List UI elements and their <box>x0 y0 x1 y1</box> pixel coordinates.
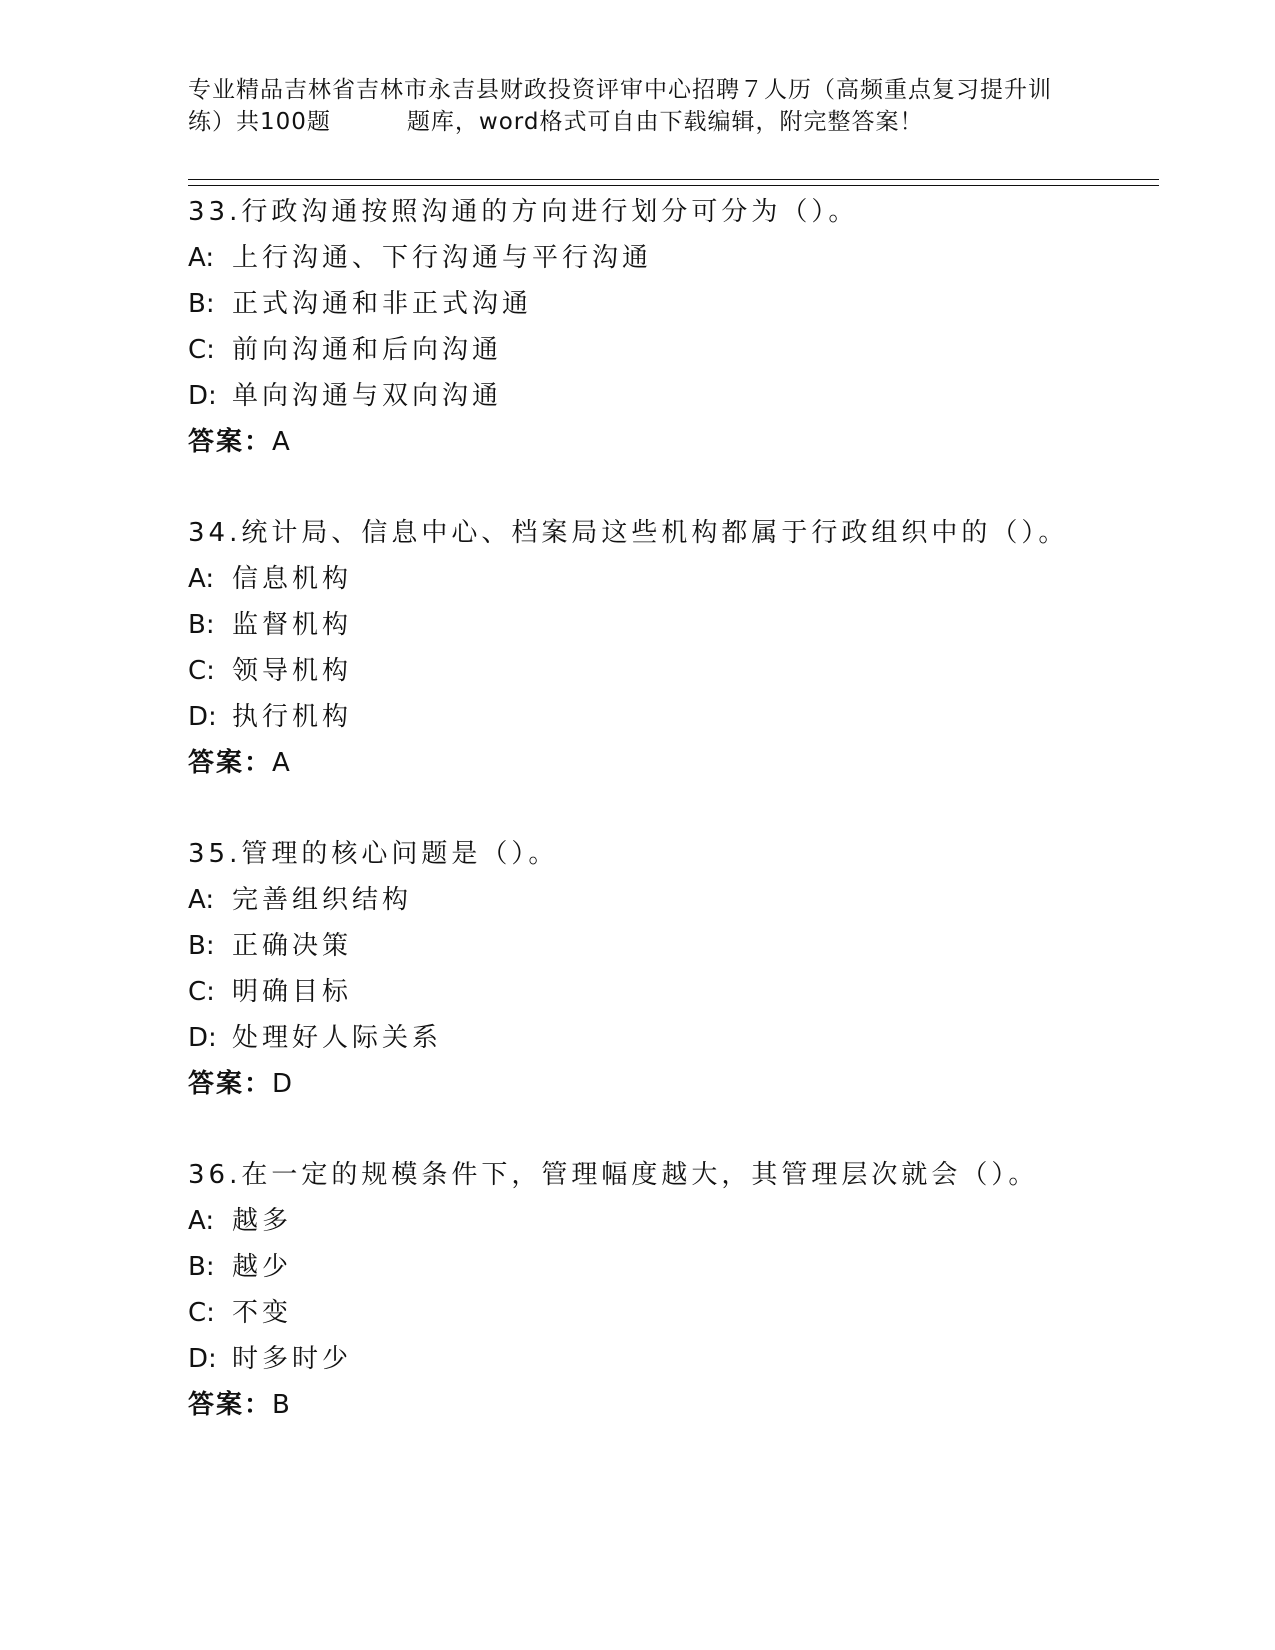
option-text: 监督机构 <box>232 610 353 640</box>
option-d <box>188 1015 1168 1061</box>
option-c <box>188 327 1168 373</box>
option-text: 前向沟通和后向沟通 <box>232 335 503 365</box>
option-b <box>188 1244 1168 1290</box>
option-a <box>188 1198 1168 1244</box>
option-text: 处理好人际关系 <box>232 1023 443 1053</box>
option-b <box>188 602 1168 648</box>
header-title-line-1: 专业精品吉林省吉林市永吉县财政投资评审中心招聘７人历（高频重点复习提升训 <box>188 77 1052 103</box>
answer-value: A <box>272 427 290 457</box>
option-text: 正式沟通和非正式沟通 <box>232 289 533 319</box>
option-text: 正确决策 <box>232 931 353 961</box>
option-d <box>188 694 1168 740</box>
option-letter: D: <box>188 381 217 411</box>
answer-value: B <box>272 1390 290 1420</box>
header-double-rule <box>188 179 1159 186</box>
answer-line <box>188 740 1168 786</box>
option-letter: D: <box>188 702 217 732</box>
answer-label: 答案： <box>188 748 273 778</box>
question-stem: 33.行政沟通按照沟通的方向进行划分可分为（）。 <box>188 197 859 227</box>
option-d <box>188 1336 1168 1382</box>
option-letter: A: <box>188 885 215 915</box>
option-d <box>188 373 1168 419</box>
option-text: 上行沟通、下行沟通与平行沟通 <box>232 243 653 273</box>
option-letter: C: <box>188 656 215 686</box>
option-text: 执行机构 <box>232 702 353 732</box>
option-letter: B: <box>188 610 215 640</box>
option-letter: A: <box>188 243 215 273</box>
option-text: 信息机构 <box>232 564 353 594</box>
option-letter: A: <box>188 1206 215 1236</box>
question-36 <box>188 1152 1168 1473</box>
option-a <box>188 556 1168 602</box>
option-c <box>188 969 1168 1015</box>
answer-line <box>188 1061 1168 1107</box>
question-list <box>188 189 1168 1473</box>
option-letter: D: <box>188 1344 217 1374</box>
answer-label: 答案： <box>188 1390 273 1420</box>
option-letter: C: <box>188 1298 215 1328</box>
option-b <box>188 923 1168 969</box>
question-34 <box>188 510 1168 831</box>
question-33 <box>188 189 1168 510</box>
header-title-line-2 <box>188 106 1088 138</box>
answer-line <box>188 419 1168 465</box>
option-a <box>188 877 1168 923</box>
option-c <box>188 1290 1168 1336</box>
answer-value: A <box>272 748 290 778</box>
option-a <box>188 235 1168 281</box>
option-text: 越少 <box>232 1252 293 1282</box>
option-letter: C: <box>188 335 215 365</box>
answer-value: D <box>272 1069 293 1099</box>
option-text: 越多 <box>232 1206 293 1236</box>
option-letter: B: <box>188 1252 215 1282</box>
option-text: 不变 <box>232 1298 293 1328</box>
option-letter: B: <box>188 289 215 319</box>
option-letter: C: <box>188 977 215 1007</box>
option-b <box>188 281 1168 327</box>
option-text: 明确目标 <box>232 977 353 1007</box>
question-35 <box>188 831 1168 1152</box>
option-c <box>188 648 1168 694</box>
answer-label: 答案： <box>188 427 273 457</box>
header-title-part-1: 练）共100题 <box>188 109 331 135</box>
option-letter: D: <box>188 1023 217 1053</box>
question-stem: 35.管理的核心问题是（）。 <box>188 839 559 869</box>
question-stem: 34.统计局、信息中心、档案局这些机构都属于行政组织中的（）。 <box>188 518 1069 548</box>
answer-label: 答案： <box>188 1069 273 1099</box>
option-text: 时多时少 <box>232 1344 353 1374</box>
option-text: 完善组织结构 <box>232 885 413 915</box>
question-stem: 36.在一定的规模条件下，管理幅度越大，其管理层次就会（）。 <box>188 1160 1039 1190</box>
option-text: 单向沟通与双向沟通 <box>232 381 503 411</box>
option-letter: A: <box>188 564 215 594</box>
option-letter: B: <box>188 931 215 961</box>
header-title-part-2: 题库，word格式可自由下载编辑，附完整答案！ <box>406 109 924 135</box>
answer-line <box>188 1382 1168 1428</box>
option-text: 领导机构 <box>232 656 353 686</box>
document-header <box>188 74 1088 138</box>
